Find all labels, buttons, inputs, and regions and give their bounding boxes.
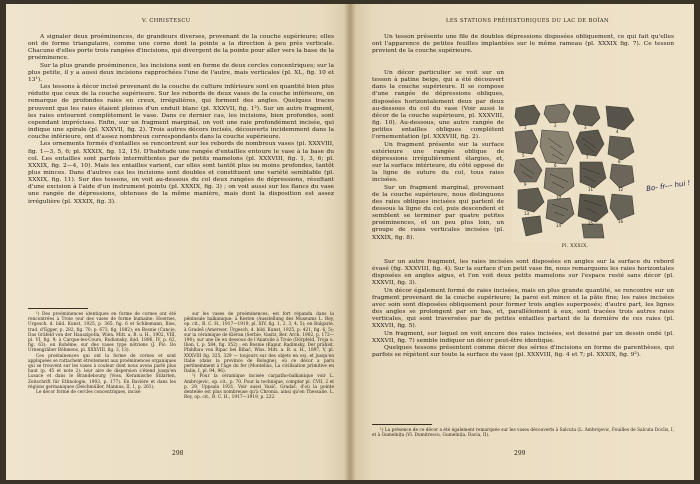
plate-number: 12 xyxy=(618,187,624,192)
right-body-bottom xyxy=(372,259,674,359)
plate-number: 11 xyxy=(588,187,594,192)
left-footnotes-col2 xyxy=(184,312,334,400)
right-body-wrap xyxy=(372,70,504,242)
left-footnotes-col1 xyxy=(28,312,176,395)
paragraph: Sur un autre fragment, les raies incisées sont disposées en angles sur la surface du rebord évasé (fig. XXXVIII, fig. 4). Sur la surface d'un petit vase fin, nous remarquons les raies horizontales disposées en angles aigus, et l'on voit deux petits mamelons sur l'espace resté sans décor (pl. XXXVII, fig. 3). xyxy=(372,259,674,287)
paragraph: Sur la plus grande proéminence, les incisions sont en forme de deux cercles concentriques; sur la plus petite, il y a aussi deux incisions rapprochées l'une de l'autre, mais verticales (pl. XL, fig. 10 et 13¹). xyxy=(28,62,334,83)
plate-number: 14 xyxy=(556,223,562,228)
paragraph: Un décor également formé de raies incisées, mais en plus grande quantité, se rencontre sur un fragment provenant de la couche supérieure; la paroi est mince et la pâte fine; les raies incisées avec soin sont disposées obliquement pour former trois angles superposés; d'autre part, les lignes des angles se prolongent par en bas, et, parallèlement à eux, sont tracées trois autres raies verticales, qui sont traversées par de petites entailles partant de la dernière de ces raies (pl. XXXVII, fig. 5). xyxy=(372,287,674,330)
paragraph: A signaler deux proéminences, de grandeurs diverses, provenant de la couche supérieure; elles ont de forme triangulaire, comme une corne dont la pointe a la direction à peu près verticale. Chacune d'elles porte trois rangées d'incisions, qui divergent de la pointe pour aller vers la base de la proéminence. xyxy=(28,34,334,62)
paragraph: Quelques tessons présentent comme décor des séries d'incisions en forme de parenthèses, qui parfois se répètent sur toute la surface du vase (pl. XXXVIII, fig. 4 et 7; pl. XXXIX, fig. 9²). xyxy=(372,344,674,359)
running-head-left: V. CHRISTESCU xyxy=(142,18,191,24)
paragraph: Sur un fragment marginal, provenant de la couche supérieure, nous distinguons des raies obliques incisées qui partent de dessous la ligne du col, puis descendent et semblent se terminer par quatre petites proéminences, et un peu plus loin, un groupe de raies verticales incisées (pl. XXXIX, fig. 8). xyxy=(372,184,504,241)
plate-number: 6 xyxy=(554,163,557,168)
plate-number: 3 xyxy=(584,125,587,130)
footnote-rule xyxy=(28,308,88,309)
footnote: ¹) La présence de ce décor a été également remarquée sur les vases découverts à Salcuta (L. Ambrojevic, Fouilles de Salcuta Doclis, I, et à Gumelnița (Vl. Dumitrescu, Gumelnița, Dacia, II). xyxy=(372,428,674,439)
plate-number: 1 xyxy=(524,125,527,130)
right-footnotes xyxy=(372,428,674,438)
plate-number: 8 xyxy=(618,159,621,164)
footnote-rule xyxy=(372,424,432,425)
plate-number: 16 xyxy=(618,219,624,224)
plate-number: 9 xyxy=(524,182,527,187)
right-page xyxy=(350,4,694,480)
running-head-right: LES STATIONS PRÉHISTORIQUES DU LAC DE BOÏAN xyxy=(446,18,610,24)
book-gutter xyxy=(344,4,356,480)
left-body-text xyxy=(28,34,334,206)
plate-figure xyxy=(512,102,638,242)
page-number-left: 298 xyxy=(172,450,184,457)
plate-number: 13 xyxy=(524,211,530,216)
right-body-top xyxy=(372,34,674,55)
plate-number: 10 xyxy=(556,195,562,200)
footnote: sur les vases de proéminences, est fort répandu dans la péninsule balkanique: à Kesten (Ausstellung des Museums L. Rey, op. cit., B. C. H., 1917—1919, pl. XIV, fig. 1, 2, 3, 4, 5); en Bulgarie, à Gradeš (Amerwer, Ürgesch. d. bild. Kunst, 1925, p. 421, fig. 6, 5); sur la céramique de Kiéran (Serbie, Vasitz, Ber. Arch. 1902, p. 172—190); sur une île en dessous de l'Anatolie à Troie (Dörpfeld, Troja u. Ilion, I, p. 584, fig. 352) ; en Bosnie (Kapur, Radimsky, Der prähist. Pfahlbau von Ripac bei Bihać, Wiss. Mitt. a. B. u. H., 1897, V, pl. XXXVIII fig. 325, 329 — toujours sur des objets en os), et jusqu'en Italie (dans la province de Bologne), où ce décor a paru pertinemment à l'âge du fer (Montelius, La civilisation primitive en Italie, I, pl. 94, 96). xyxy=(184,312,334,375)
handwritten-note: Bo- fr--- hui ! xyxy=(645,178,691,194)
left-page xyxy=(6,4,350,480)
footnote: ²) Pour la céramique incisée carpatho-balkanique voir L. Ambrojevic, op. cit., p. 70. Pour la technique, compter pl. CVII, 2 et p. 29, Uppsala 1931. Voir aussi Vasić, Gradač, d'où la pointe dentelée est plus nombreuse qu'à Chronia, ainsi qu'en Thessalie. L. Rey, op. cit., B. C. H., 1917—1919, p. 222. xyxy=(184,374,334,401)
paragraph: Un décor particulier se voit sur un tesson à patine beige, qui a été découvert dans la couche supérieure. Il se compose d'une rangée de dépressions obliques, disposées horizontalement deux par deux au-dessous du col du vase (Voir aussi le décor de la couche supérieure, pl. XXXVIII, fig. 10). Au-dessous, une autre rangée de petites entailles obliques complètent l'ornementation (pl. XXXVIII, fig. 2). xyxy=(372,70,504,141)
footnote: ¹) Des proéminences identiques en forme de cornes ont été rencontrées à Troie (sur des vases de forme humaine: Hoernes, Urgesch. d. bild. Kunst, 1925, p. 365, fig. 6 et Schliemann, Ilios, trad. d'Egger, p. 282, fig. 70; p. 673, fig. 1082); en Bosnie (Cancie, Das Gräfeld von der Hauszipotla, Wien. Mitt. a. B. u. H., 1902, VIII, pl. VI, fig. 9; à Carque-les-Cours, Rodionsky, ibid. 1896, IV, p. 62, fig. 63); en Bohême; sur des vases type nôtriens (J. Pic: Do Urnengräber Böhmens, pl. XXXVIII, fig. 3, 13). xyxy=(28,312,176,354)
page-number-right: 299 xyxy=(514,450,526,457)
paragraph: Les ornements formés d'entailles se rencontrent sur les rebords de nombreux vases (pl. XXXVIII, fig. 1—3, 5, 6; pl. XXXIX, fig. 12, 15). D'habitude une rangée d'entailles entoure le vase à la base du col. Les entailles sont parfois intermittentes par de petits mamelons (pl. XXXVIII, fig. 1, 3, 6; pl. XXXIX, fig. 2—4, 10). Mais les entailles varient, car elles sont tantôt plus ou moins profondes, tantôt plus minces. Dans d'autres cas les incisions sont doubles et constituent une variété semblable (pl. XXXIX, fig. 11). Sur des tessons, on voit au-dessous du col deux rangées de dépressions, résultant d'une excision à l'aide d'un instrument pointu (pl. XXXIX, fig. 3) ; on voit aussi sur les flancs du vase une rangée de dépressions, obtenues de la même manière, mais dont la disposition est assez irrégulière (pl. XXXIX, fig. 3). xyxy=(28,141,334,205)
plate-number: 15 xyxy=(588,221,594,226)
book-spread xyxy=(6,4,694,480)
paragraph: Un tesson présente une file de doubles dépressions disposées obliquement, ce qui fait qu'elles ont l'apparence de petites feuilles implantées sur le même rameau (pl. XXXIX fig. 7). Ce tesson provient de la couche supérieure. xyxy=(372,34,674,55)
paragraph: Un fragment présente sur la surface extérieure une rangée oblique de dépressions irrégulièrement élargies, et, sur la surface intérieure, du côté opposé de la ligne de suture du col, tous raies incisées. xyxy=(372,141,504,184)
plate-number: 7 xyxy=(586,155,589,160)
paragraph: Un fragment, sur lequel on voit encore des raies incisées, est dessiné par un dessin ondé (pl. XXXVII, fig. 7) semble indiquer un décor peut-être identique. xyxy=(372,330,674,344)
plate-caption: Pl. XXXIX. xyxy=(561,244,589,249)
plate-number: 2 xyxy=(554,123,557,128)
paragraph: Les tessons à décor incisé provenant de la couche de culture inférieure sont en quantité bien plus réduite que ceux de la couche supérieure. Sur les rebords de deux vases de la couche inférieure, on remarque de profondes raies en creux, irrégulières, qui forment des angles. Quelques traces prouvent que les raies étaient pleines d'un enduit blanc (pl. XXXVII, fig. 1²). Sur un autre fragment, les raies entourent complètement le vase. Dans ce dernier cas, les incisions, bien profondes, sont cependant imprécises. Enfin, sur un fragment marginal, on voit une raie profondément incisée, qui indique une spirale (pl. XXXVII, fig. 2). Trois autres décors incisés, découverts incidemment dans la couche inférieure, ont d'assez nombreux correspondants dans la couche supérieure. xyxy=(28,84,334,141)
plate-number: 5 xyxy=(522,153,525,158)
pottery-sherds-photo xyxy=(512,102,638,242)
plate-number: 4 xyxy=(616,129,619,134)
footnote: Le décor formé de cercles concentriques, incisé xyxy=(36,390,141,396)
footnote: Ces proéminences qui ont la forme de cornes et sont appliquées se rattachent étroitement aux proéminences organiques qui se trouvent sur les vases à couleur dont nous avons parlé plus haut (p. 45 et note 2): leur aire de dispersion s'étend jusqu'en Lusace et dans le Brandebourg (Voss, Keramische Stilarten, Zeitschrift für Ethnologie, 1903, p. 177). En Bavière et dans les régions germaniques (Deichmüller, Mannus, II, 1, p. 261). xyxy=(28,353,176,390)
